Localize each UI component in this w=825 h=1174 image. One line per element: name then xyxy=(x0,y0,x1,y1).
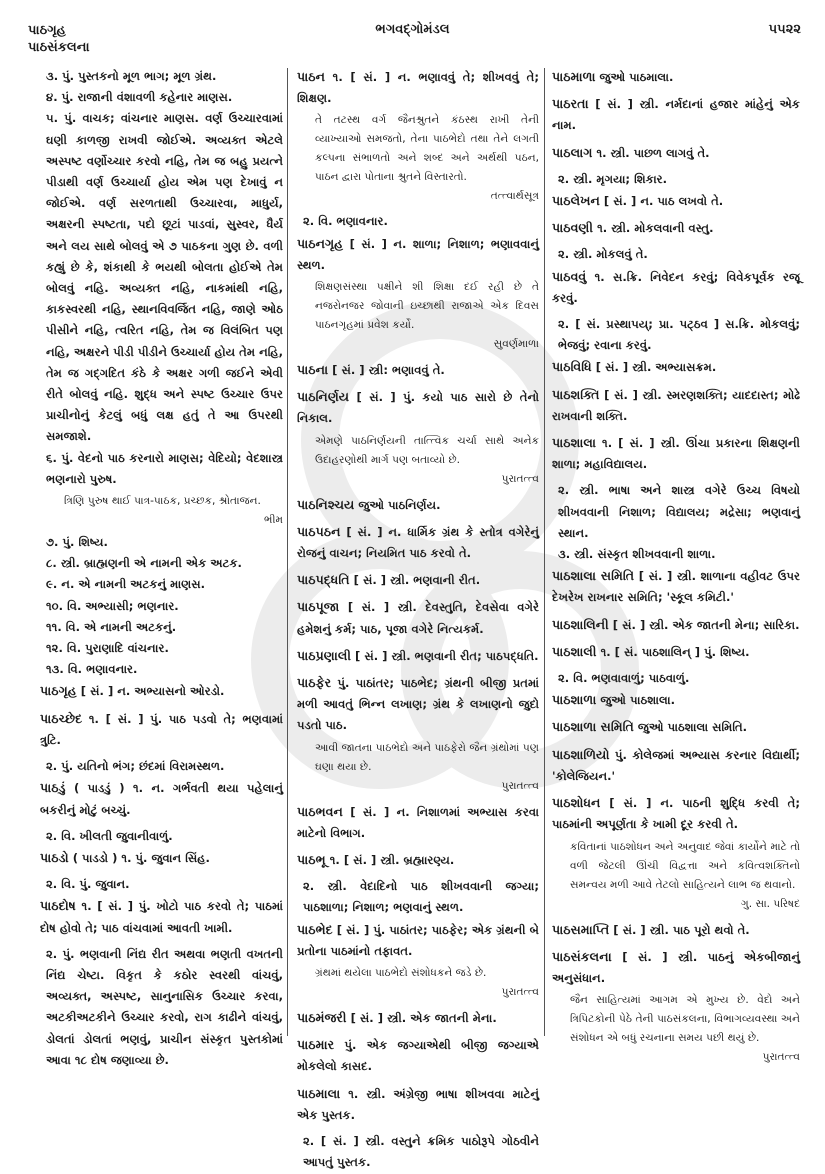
entry-sense xyxy=(46,87,283,108)
dictionary-entry xyxy=(297,233,539,354)
dictionary-entry xyxy=(297,919,539,1002)
headword: પાઠશાળા સમિતિ xyxy=(552,719,634,735)
entry-sense xyxy=(558,544,800,565)
definition-text: ૧૦. વિ. અભ્યાસી; ભણનાર. xyxy=(46,598,179,613)
dictionary-entry xyxy=(297,66,539,206)
citation-quote xyxy=(46,492,283,530)
citation-quote xyxy=(297,278,539,354)
entry-sense xyxy=(303,1131,539,1173)
entry-sense xyxy=(46,66,283,87)
quote-text: તે તટસ્થ વર્ગ જૈનશ્રુતને કંઠસ્થ રાખી તેની વ્યાખ્યાઓ સમજતો, તેના પાઠભેદો તથા તેને લગતી કલ્પના સંભાળતો અને શબ્દ અને અર્થથી પઠન, પાઠન દ્વારા પોતાના શ્રુતને વિસ્તારતો. xyxy=(315,114,539,184)
entry-sense xyxy=(558,480,800,544)
dictionary-entry xyxy=(552,744,800,787)
definition-text: [ સં. ] સ્ત્રી. પાઠનું એકબીજાનું અનુસંધાન. xyxy=(552,949,800,985)
dictionary-entry xyxy=(40,708,283,751)
definition-text: [ સં. ] સ્ત્રી. દેવસ્તુતિ, દેવસેવા વગેરે હમેશનું કર્મ; પાઠ, પૂજા વગેરે નિત્યકર્મ. xyxy=(297,600,539,636)
page-header xyxy=(0,22,825,62)
quote-text: શિક્ષણસંસ્થા પક્ષીને શી શિક્ષા દઈ રહી છે તે નજરોનજર જોવાની ઇચ્છાથી રાજાએ એક દિવસ પાઠનગૃહમાં પ્રવેશ કર્યો. xyxy=(315,281,539,332)
definition-text: [ સં. ] સ્ત્રી. નર્મદાનાં હજાર માંહેનું એક નામ. xyxy=(552,97,800,133)
entry-sense xyxy=(558,169,800,190)
quote-text: એમણે પાઠનિર્ણયની તાત્ત્વિક ચર્ચા સાથે અનેક ઉદાહરણોથી માર્ગ પણ બતાવ્યો છે. xyxy=(315,434,539,466)
definition-text: [ સં. ] ન. પાઠની શુદ્ધિ કરવી તે; પાઠમાંની અપૂર્ણતા કે ખામી દૂર કરવી તે. xyxy=(552,796,800,832)
definition-text: [ સં. ] ન. નિશાળમાં અભ્યાસ કરવા માટેનો વિભાગ. xyxy=(297,804,539,840)
definition-text: પું. એક જગ્યાએથી બીજી જગ્યાએ મોકલેલો કાસદ. xyxy=(297,1038,539,1074)
headword: પાઠશાળા xyxy=(552,692,597,708)
headword: પાઠદોષ xyxy=(40,898,76,914)
definition-text: [ સં. ] ન. ધાર્મિક ગ્રંથ કે સ્તોત્ર વગેરેનું રોજનું વાચન; નિયમિત પાઠ કરવો તે. xyxy=(297,524,539,561)
last-guide-word: પાઠસંકલના xyxy=(28,40,90,55)
headword: પાઠનિશ્ચય xyxy=(297,496,355,512)
headword: પાઠશાળિયો xyxy=(552,746,610,762)
dictionary-entry xyxy=(552,641,800,663)
dictionary-entry xyxy=(297,645,539,667)
definition-text: પું. પાઠાંતર; પાઠભેદ; ગ્રંથની બીજી પ્રતમાં મળી આવતું ભિન્ન લખાણ; ગ્રંથ કે લખાણનો જુદો પડતો પાઠ. xyxy=(297,676,539,733)
definition-text: ૧. [ સં. ] સ્ત્રી. ઊંચા પ્રકારના શિક્ષણની શાળા; મહાવિદ્યાલય. xyxy=(552,436,800,472)
definition-text: ૧૩. વિ. ભણાવનાર. xyxy=(46,662,138,677)
definition-text: ૧. [ સં. ] ન. ભણાવવું તે; શીખવવું તે; શિક્ષણ. xyxy=(297,70,540,106)
citation-source: સુવર્ણમાળા xyxy=(493,338,539,351)
entry-sense xyxy=(46,756,283,777)
definition-text: ૨. પું. ભણવાની નિંદ્ય રીત અથવા ભણતી વખતની નિંદ્ય ચેષ્ટા. વિકૃત કે કઠોર સ્વરથી વાંચવું, અવ્યક્ત, અસ્પષ્ટ, સાનુનાસિક ઉચ્ચાર કરવા, અટકીઅટકીને ઉચ્ચાર કરવો, રાગ કાઢીને વાંચવું, ડોલતાં ડોલતાં ભણવું, પ્રાચીન સંસ્કૃત પુસ્તકોમાં આવા ૧૮ દોષ જણાવ્યા છે. xyxy=(46,946,283,1067)
definition-text: ૧. [ સં. પાઠશાલિન્ ] પું. શિષ્ય. xyxy=(600,644,750,659)
dictionary-entry xyxy=(297,521,539,564)
definition-text: જુઓ પાઠનિર્ણય. xyxy=(358,497,441,512)
dictionary-entry xyxy=(552,217,800,239)
dictionary-entry xyxy=(297,672,539,796)
headword: પાઠભવન xyxy=(297,803,343,819)
dictionary-entry xyxy=(552,946,800,1067)
headword: પાઠગૃહ xyxy=(40,683,77,699)
definition-text: ૧. સ.ક્રિ. નિવેદન કરવું; વિવેકપૂર્વક રજૂ કરવું. xyxy=(552,269,800,305)
dictionary-entry xyxy=(552,432,800,475)
first-guide-word: પાઠગૃહ xyxy=(28,23,66,38)
definition-text: ૩. પું. પુસ્તકનો મૂળ ભાગ; મૂળ ગ્રંથ. xyxy=(46,69,217,83)
dictionary-entry xyxy=(552,356,800,378)
headword: પાઠનગૃહ xyxy=(297,235,344,251)
definition-text: [ સં. ] સ્ત્રી. સ્મરણશક્તિ; યાદદાસ્ત; મોઢે રાખવાની શક્તિ. xyxy=(552,387,800,423)
headword: પાઠપૂજા xyxy=(297,599,340,615)
definition-text: [ સં. ] પું. પાઠાંતર; પાઠફેર; એક ગ્રંથની બે પ્રતોના પાઠમાંનો તફાવત. xyxy=(297,922,539,958)
dictionary-entry xyxy=(297,386,539,488)
definition-text: જુઓ પાઠશાલા સમિતિ. xyxy=(637,720,748,735)
column-2 xyxy=(297,66,539,1174)
dictionary-entry xyxy=(297,849,539,871)
headword: પાઠડું xyxy=(40,780,66,796)
definition-text: [ સં. ] સ્ત્રી. અભ્યાસક્રમ. xyxy=(595,360,717,375)
headword: પાઠન xyxy=(297,69,325,84)
dictionary-entry xyxy=(552,716,800,738)
headword: પાઠપદ્ધતિ xyxy=(297,572,350,588)
quote-text: આવી જાતના પાઠભેદો અને પાઠફેરો જૈન ગ્રંથોમાં પણ ઘણા થયા છે. xyxy=(315,741,539,773)
citation-source: તત્ત્વાર્થસૂત્ર xyxy=(490,190,539,203)
definition-text: [ સં. ] સ્ત્રી. પાઠ પૂરો થવો તે. xyxy=(613,922,750,937)
definition-text: ( પાડડું ) ૧. ન. ગર્ભવતી થયા પહેલાનું બકરીનું મોટું બચ્ચું. xyxy=(40,781,283,817)
dictionary-entry xyxy=(552,689,800,711)
headword: પાઠશોધન xyxy=(552,795,601,811)
definition-text: ૨. વિ. પું. જુવાન. xyxy=(46,877,130,892)
definition-text: ૧. [ સં. ] પું. પાઠ પડવો તે; ભણવામાં ત્રુટિ. xyxy=(40,711,283,747)
headword: પાઠવવું xyxy=(552,268,587,284)
quote-text: ત્રિણિ પુરુષ થાઈ પાત્ર-પાઠક, પ્રચ્છક, શ્રોતાજન. xyxy=(64,495,261,508)
citation-source: ગુ. સા. પરિષદ xyxy=(741,897,800,910)
definition-text: પું. કોલેજમાં અભ્યાસ કરનાર વિદ્યાર્થી; 'કોલેજિયન.' xyxy=(552,747,800,783)
column-3 xyxy=(552,66,800,1072)
entry-sense xyxy=(46,826,283,847)
entry-sense xyxy=(46,596,283,617)
definition-text: [ સં. ] સ્ત્રી. ભણવાની રીત; પાઠપદ્ધતિ. xyxy=(355,648,539,663)
citation-source: પુરાતત્ત્વ xyxy=(501,472,539,485)
definition-text: ( પાડડો ) ૧. પું. જુવાન સિંહ. xyxy=(72,850,210,865)
definition-text: ૧૧. વિ. એ નામની અટકનું. xyxy=(46,619,177,634)
dictionary-entry xyxy=(297,359,539,381)
dictionary-entry xyxy=(297,801,539,844)
definition-text: ૨. સ્ત્રી. વેદાદિનો પાઠ શીખવવાની જગ્યા; પાઠશાળા; નિશાળ; ભણવાનું સ્થળ. xyxy=(303,879,539,915)
definition-text: ૨. વિ. ખીલતી જુવાનીવાળું. xyxy=(46,828,173,843)
dictionary-entry xyxy=(40,895,283,938)
definition-text: ૬. પું. વેદનો પાઠ કરનારો માણસ; વેદિયો; વેદશાસ્ત્ર ભણનારો પુરુષ. xyxy=(46,450,283,486)
citation-source: પુરાતત્ત્વ xyxy=(762,1051,800,1064)
definition-text: ૧. [ સં. ] પું. ખોટો પાઠ કરવો તે; પાઠમાં દોષ હોવો તે; પાઠ વાંચવામાં આવતી ખામી. xyxy=(40,899,283,935)
headword: પાઠમાર xyxy=(297,1037,335,1053)
dictionary-entry xyxy=(552,266,800,309)
dictionary-entry xyxy=(552,190,800,212)
headword: પાઠપઠન xyxy=(297,523,341,539)
citation-source: પુરાતત્ત્વ xyxy=(501,986,539,999)
definition-text: ૫. પું. વાચક; વાંચનાર માણસ. વર્ણ ઉચ્ચારવામાં ઘણી કાળજી રાખવી જોઈએ. અવ્યક્ત એટલે અસ્પષ્ટ વર્ણોચ્ચાર કરવો નહિ, તેમ જ બહુ પ્રયત્ને પીડાથી વર્ણ ઉચ્ચાર્યા હોય એમ પણ દેખાવું ન જોઈએ. વર્ણ સરળતાથી ઉચ્ચારવા, માધુર્ય, અક્ષરની સ્પષ્ટતા, પદો છૂટાં પાડવાં, સુસ્વર, ધૈર્ય અને લય સાથે બોલવું એ ૭ પાઠકના ગુણ છે. વળી કહ્યું છે કે, શંકાથી કે ભયથી બોલતા હોઈએ તેમ બોલવું નહિ. અવ્યક્ત નહિ, નાકમાંથી નહિ, કાકસ્વરથી નહિ, સ્થાનવિવર્જિત નહિ, જાણે ઓઠ પીસીને નહિ, ત્વરિત નહિ, તેમ જ વિલંબિત પણ નહિ, અક્ષરને પીડી પીડીને ઉચ્ચાર્યા હોય તેમ નહિ, તેમ જ ગદ્ગદિત કંઠે કે અક્ષર ગળી જઈને એવી રીતે બોલવું નહિ. શુદ્ધ અને સ્પષ્ટ ઉચ્ચાર ઉપર પ્રાચીનોનું કેટલું બધું લક્ષ હતું તે આ ઉપરથી સમજાશે. xyxy=(46,111,283,444)
definition-text: [ સં. ] સ્ત્રી: ભણાવવું તે. xyxy=(332,363,445,378)
quote-text: કવિતાનાં પાઠશોધન અને અનુવાદ જેવાં કાર્યોને માટે તો વળી જેટલી ઊંચી વિદ્વત્તા અને કવિત્વશક્તિનો સમન્વય મળી આવે તેટલો સાહિત્યને લાભ જ થવાનો. xyxy=(570,840,800,891)
definition-text: ૨. [ સં. ] સ્ત્રી. વસ્તુને ક્રમિક પાઠોરૂપે ગોઠવીને આપતું પુસ્તક. xyxy=(303,1134,539,1170)
definition-text: ૨. સ્ત્રી. ભાષા અને શાસ્ત્ર વગેરે ઉચ્ચ વિષયો શીખવવાની નિશાળ; વિદ્યાલય; મદ્રેસા; ભણવાનું સ્થાન. xyxy=(558,483,800,540)
headword: પાઠશાલા xyxy=(552,435,596,451)
column-1 xyxy=(40,66,283,1071)
headword: પાઠવણી xyxy=(552,220,594,236)
dictionary-entry xyxy=(552,142,800,164)
headword: પાઠલેખન xyxy=(552,193,600,209)
definition-text: ૧. સ્ત્રી. અંગ્રેજી ભાષા શીખવવા માટેનું એક પુસ્તક. xyxy=(297,1086,539,1122)
entry-sense xyxy=(46,874,283,895)
definition-text: ૨. સ્ત્રી. મોકલવું તે. xyxy=(558,247,648,262)
dictionary-entry xyxy=(297,596,539,639)
headword: પાઠરતા xyxy=(552,96,589,112)
dictionary-entry xyxy=(40,680,283,702)
definition-text: ૮. સ્ત્રી. બ્રાહ્મણની એ નામની એક અટક. xyxy=(46,556,242,571)
citation-quote xyxy=(297,432,539,489)
dictionary-entry xyxy=(552,919,800,941)
citation-quote xyxy=(552,991,800,1067)
headword: પાઠનિર્ણય xyxy=(297,389,350,405)
dictionary-entry xyxy=(297,1083,539,1126)
citation-source: પુરાતત્ત્વ xyxy=(501,779,539,792)
page-number: ૫૫૨૨ xyxy=(768,22,801,37)
entry-sense xyxy=(303,211,539,232)
headword: પાઠભૂ xyxy=(297,852,326,868)
headword: પાઠશાલિની xyxy=(552,616,609,632)
definition-text: ૨. વિ. ભણવાવાળું; પાઠવાળું. xyxy=(558,671,690,686)
headword: પાઠચ્છેદ xyxy=(40,710,83,726)
citation-quote xyxy=(552,838,800,914)
entry-sense xyxy=(46,574,283,595)
headword: પાઠશક્તિ xyxy=(552,386,600,402)
definition-text: જુઓ પાઠમાલા. xyxy=(599,70,674,84)
dictionary-entry xyxy=(297,494,539,516)
definition-text: [ સં. ] પું. કયો પાઠ સારો છે તેનો નિકાલ. xyxy=(297,390,539,426)
dictionary-entry xyxy=(40,777,283,820)
dictionary-entry xyxy=(297,569,539,591)
column-divider xyxy=(287,68,288,1036)
entry-sense xyxy=(46,944,283,1071)
dictionary-entry xyxy=(297,1034,539,1077)
definition-text: ૨. સ્ત્રી. મૃગયા; શિકાર. xyxy=(558,171,668,186)
headword: પાઠલાગ xyxy=(552,144,593,160)
headword: પાઠશાલા સમિતિ xyxy=(552,568,635,584)
entry-sense xyxy=(46,553,283,574)
dictionary-entry xyxy=(552,384,800,427)
entry-sense xyxy=(46,448,283,530)
headword: પાઠશાલી xyxy=(552,643,597,659)
book-title: ભગવદ્ગોમંડલ xyxy=(375,22,450,37)
definition-text: ૯. ન. એ નામની અટકનું માણસ. xyxy=(46,577,206,592)
headword: પાઠડો xyxy=(40,849,69,865)
definition-text: [ સં. ] સ્ત્રી. એક જાતની મેના. xyxy=(350,1011,497,1026)
definition-text: ૧. સ્ત્રી. મોકલવાની વસ્તુ. xyxy=(597,221,714,236)
definition-text: ૪. પું. રાજાની વંશાવળી કહેનાર માણસ. xyxy=(46,90,233,105)
citation-source: ભીમ xyxy=(264,514,283,527)
definition-text: [ સં. ] સ્ત્રી. ભણવાની રીત. xyxy=(353,573,481,588)
definition-text: [ સં. ] સ્ત્રી. શાળાના વહીવટ ઉપર દેખરેખ રાખનાર સમિતિ; 'સ્કૂલ કમિટી.' xyxy=(552,569,800,605)
headword: પાઠમાલા xyxy=(297,1085,341,1101)
entry-sense xyxy=(558,244,800,265)
headword: પાઠભેદ xyxy=(297,921,333,937)
definition-text: [ સં. ] ન. શાળા; નિશાળ; ભણાવવાનું સ્થળ. xyxy=(297,236,539,272)
entry-sense xyxy=(558,314,800,356)
entry-sense xyxy=(46,659,283,680)
dictionary-entry xyxy=(552,93,800,136)
quote-text: ગ્રંથમાં થયેલા પાઠભેદો સંશોધકને જડે છે. xyxy=(315,967,487,980)
headword: પાઠમંજરી xyxy=(297,1010,347,1026)
headword: પાઠફેર xyxy=(297,675,332,691)
dictionary-entry xyxy=(552,614,800,636)
headword: પાઠવિધિ xyxy=(552,359,592,375)
definition-text: [ સં. ] ન. પાઠ લખવો તે. xyxy=(603,194,724,209)
definition-text: ૨. પું. યતિનો ભંગ; છંદમાં વિરામસ્થળ. xyxy=(46,759,225,774)
definition-text: જુઓ પાઠશાલા. xyxy=(600,693,675,708)
definition-text: [ સં. ] ન. અભ્યાસનો ઓરડો. xyxy=(80,684,225,699)
dictionary-entry xyxy=(552,66,800,88)
dictionary-entry xyxy=(552,792,800,913)
entry-sense xyxy=(46,617,283,638)
definition-text: ૧૨. વિ. પુરાણાદિ વાંચનાર. xyxy=(46,641,169,656)
dictionary-entry xyxy=(552,565,800,608)
entry-sense xyxy=(558,668,800,689)
citation-quote xyxy=(297,964,539,1002)
dictionary-entry xyxy=(297,1007,539,1029)
entry-sense xyxy=(46,108,283,447)
definition-text: [ સં. ] સ્ત્રી. એક જાતની મેના; સારિકા. xyxy=(612,617,800,632)
citation-quote xyxy=(297,739,539,796)
entry-sense xyxy=(303,876,539,918)
quote-text: જૈન સાહિત્યમાં આગમ એ મુખ્ય છે. વેદો અને ત્રિપિટકોની પેઠે તેની પાઠસંકલના, વિભાગવ્યવસ્થા અને સંશોધન એ બધું રચનાના સમય પછી થયું છે. xyxy=(570,994,800,1045)
entry-sense xyxy=(46,532,283,553)
dictionary-entry xyxy=(40,847,283,869)
definition-text: ૭. પું. શિષ્ય. xyxy=(46,535,108,550)
definition-text: ૩. સ્ત્રી. સંસ્કૃત શીખવવાની શાળા. xyxy=(558,547,716,562)
definition-text: ૧. સ્ત્રી. પાછળ લાગવું તે. xyxy=(596,145,710,160)
entry-sense xyxy=(46,638,283,659)
definition-text: ૨. [ સં. પ્રસ્થાપય્; પ્રા. પટ્ઠવ ] સ.ક્રિ. મોકલવું; ભેજવું; રવાના કરવું. xyxy=(558,317,800,353)
headword: પાઠના xyxy=(297,362,329,378)
column-divider xyxy=(544,68,545,1036)
citation-quote xyxy=(297,111,539,206)
headword: પાઠમાળા xyxy=(552,69,596,84)
headword: પાઠસંકલના xyxy=(552,948,612,964)
definition-text: ૨. વિ. ભણાવનાર. xyxy=(303,214,388,229)
headword: પાઠસમાપ્તિ xyxy=(552,921,610,937)
definition-text: ૧. [ સં. ] સ્ત્રી. બ્રહ્મારણ્ય. xyxy=(329,853,455,868)
headword: પાઠપ્રણાલી xyxy=(297,647,351,663)
